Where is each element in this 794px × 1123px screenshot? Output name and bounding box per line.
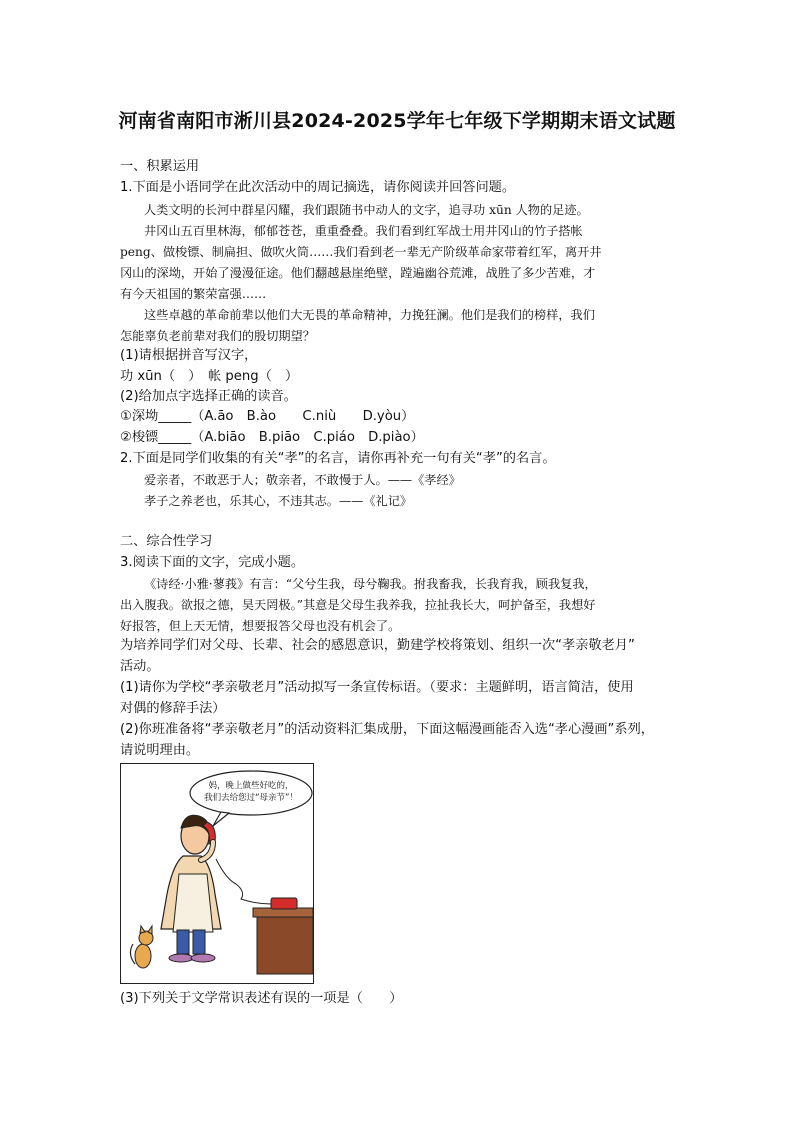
quote-liji: 孝子之养老也，乐其心，不违其志。——《礼记》 [144,494,413,508]
section-heading-1: 一、积累运用 [120,159,200,174]
passage-line: 出入腹我。欲报之德，昊天罔极。”其意是父母生我养我，拉扯我长大，呵护备至，我想好 [120,598,596,612]
question-1-stem: 1.下面是小语同学在此次活动中的周记摘选，请你阅读并回答问题。 [120,180,516,195]
question-1-sub2-option-a: ①深坳_____（A.āo B.ào C.niù D.yòu） [120,409,415,424]
question-3-sub2: (2)你班准备将“孝亲敬老月”的活动资料汇集成册，下面这幅漫画能否入选“孝心漫画”系列， [120,722,654,737]
comic-bubble-line: 我们去给您过“母亲节”！ [204,793,298,803]
activity-intro-line: 为培养同学们对父母、长辈、社会的感恩意识，勤建学校将策划、组织一次“孝亲敬老月” [120,638,635,653]
comic-speech-bubble [191,780,311,804]
question-1-sub1-blanks: 功 xūn（ ） 帐 peng（ ） [120,369,299,384]
passage-line: peng、做梭镖、制扁担、做吹火筒……我们看到老一辈无产阶级革命家带着红军，离开井 [120,245,602,259]
page-title: 河南省南阳市淅川县2024-2025学年七年级下学期期末语文试题 [118,110,676,132]
question-3-sub1-cont: 对偶的修辞手法） [120,701,226,716]
passage-line: 好报答，但上天无情，想要报答父母也没有机会了。 [120,619,401,633]
question-3-sub3: (3)下列关于文学常识表述有误的一项是（ ） [120,991,403,1006]
section-heading-2: 二、综合性学习 [120,534,213,549]
question-1-sub2-option-b: ②梭镖_____（A.biāo B.piāo C.piáo D.piào） [120,430,424,445]
passage-line: 井冈山五百里林海，郁郁苍苍，重重叠叠。我们看到红军战士用井冈山的竹子搭帐 [144,224,583,238]
activity-intro-line: 活动。 [120,659,160,674]
question-2-stem: 2.下面是同学们收集的有关“孝”的名言，请你再补充一句有关“孝”的名言。 [120,451,556,466]
comic-bubble-line: 妈，晚上做些好吃的， [208,781,294,791]
question-3-sub1: (1)请你为学校“孝亲敬老月”活动拟写一条宣传标语。（要求：主题鲜明，语言简洁，使用 [120,680,634,695]
question-3-stem: 3.阅读下面的文字，完成小题。 [120,555,305,570]
question-3-sub2-cont: 请说明理由。 [120,743,200,758]
passage-line: 这些卓越的革命前辈以他们大无畏的革命精神，力挽狂澜。他们是我们的榜样，我们 [144,308,595,322]
passage-line: 冈山的深坳，开始了漫漫征途。他们翻越悬崖绝壁，蹚遍幽谷荒滩，战胜了多少苦难，才 [120,266,596,280]
quote-xiaojing: 爱亲者，不敢恶于人；敬亲者，不敢慢于人。——《孝经》 [144,473,461,487]
passage-line: 有今天祖国的繁荣富强…… [120,287,267,301]
passage-line: 怎能辜负老前辈对我们的殷切期望？ [120,329,315,343]
mothers-day-comic [120,763,314,984]
question-1-sub2: (2)给加点字选择正确的读音。 [120,389,297,404]
question-1-sub1: (1)请根据拼音写汉字， [120,348,258,363]
passage-line: 《诗经·小雅·蓼莪》有言：“父兮生我，母兮鞠我。拊我畜我，长我育我，顾我复我， [144,577,597,591]
passage-line: 人类文明的长河中群星闪耀，我们跟随书中动人的文字，追寻功 xūn 人物的足迹。 [144,203,589,217]
